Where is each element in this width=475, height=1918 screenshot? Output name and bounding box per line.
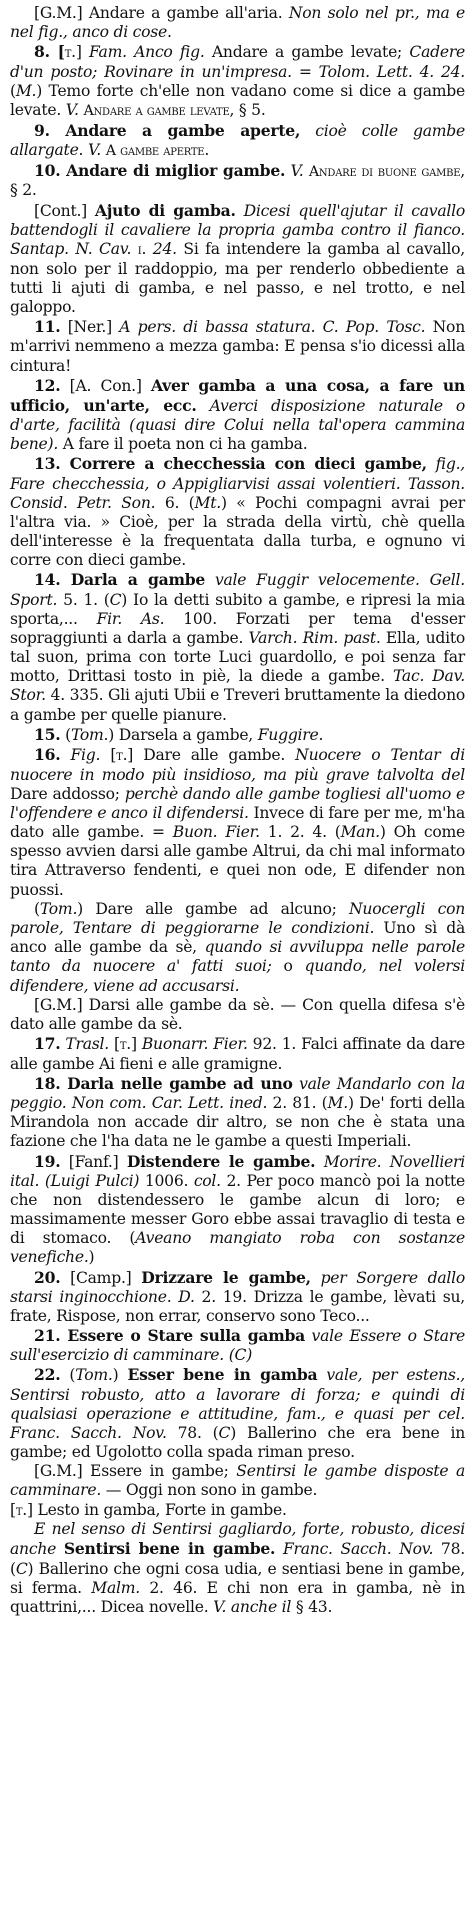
text-run: 2. 46. E chi non era in gamba, nè in quattrini,... Dicea novelle. <box>10 1578 465 1616</box>
text-run: vale Essere o Stare sull'esercizio di camminare. (C) <box>10 1327 465 1365</box>
text-run: ) <box>88 1248 95 1267</box>
text-run: Ella, udito tal suon, prima con torte Luci guardollo, e poi senza far motto, Drittasi tosto in piè, la diede a gambe. <box>10 628 465 686</box>
text-run <box>311 1269 321 1287</box>
text-run: ) Io la detti subito a gambe, e ripresi la mia sporta,... <box>10 590 466 628</box>
text-run: Fuggire. <box>257 725 324 744</box>
text-run: 14. Darla a gambe <box>34 570 206 590</box>
entry-paragraph <box>10 725 465 745</box>
text-run: 17. <box>34 1034 61 1054</box>
text-run: 12. <box>34 375 61 395</box>
text-run: Dare addosso; <box>10 784 125 803</box>
text-run: 4. 335. Gli ajuti Ubii e Treveri bruttamente la diedono a gambe per quelle pianure. <box>10 686 465 724</box>
text-run <box>60 746 70 764</box>
text-run: A fare il poeta non ci ha gamba. <box>58 435 308 454</box>
text-run: [Camp.] <box>60 1268 142 1287</box>
entry-paragraph <box>10 1326 465 1365</box>
text-run: cioè colle gambe allargate. <box>10 122 465 160</box>
text-run: Tac. Dav. Stor. <box>10 667 465 705</box>
entry-paragraph <box>10 317 465 376</box>
text-run: i <box>137 242 142 258</box>
entry-paragraph <box>10 376 465 455</box>
text-run: 19. <box>34 1151 61 1171</box>
text-run: 21. Essere o Stare sulla gamba <box>34 1326 305 1346</box>
text-run: Non solo nel pr., ma e nel fig., anco di cose. <box>10 4 465 42</box>
text-run: Tolom. Lett. 4. 24. <box>318 63 466 81</box>
text-run: Invece di fare per me, m'ha dato alle gambe. = <box>10 803 465 842</box>
text-run: Drizzare le gambe, <box>141 1267 311 1287</box>
entry-paragraph <box>10 996 465 1034</box>
text-run: quando si avviluppa nelle parole tanto da nuocere a' fatti suoi; <box>10 938 465 976</box>
text-run <box>236 202 244 220</box>
text-run: 15. <box>34 724 61 744</box>
entry-paragraph <box>10 1501 465 1521</box>
text-run: [G.M.] Darsi alle gambe da sè. — Con quella difesa s'è dato alle gambe da sè. <box>10 995 465 1033</box>
text-run: Franc. Sacch. Nov. <box>282 1540 434 1559</box>
text-run: 2. Per poco mancò poi la notte che non distendessero le gambe alcun di loro; e massimamente messer Goro ebbe assai travaglio di testa e di stomaco. ( <box>10 1171 465 1248</box>
text-run: .] Dare alle gambe. <box>122 745 296 764</box>
text-run: t <box>64 45 72 62</box>
text-run: Buonarr. Fier. <box>141 1035 248 1054</box>
text-run: Malm. <box>91 1578 140 1597</box>
text-run: Man. <box>340 823 380 842</box>
text-run: Sentirsi bene in gambe. <box>63 1539 276 1559</box>
text-run: ( <box>10 82 16 101</box>
text-run: .] Lesto in gamba, Forte in gambe. <box>22 1500 287 1519</box>
text-run: .] <box>126 1035 142 1054</box>
text-run <box>197 397 210 415</box>
text-run: V. <box>87 141 101 160</box>
text-run: Aver gamba a una cosa, a fare un ufficio, un'arte, ecc. <box>10 375 465 415</box>
text-run: ) Dare alle gambe ad alcuno; <box>77 899 350 918</box>
text-run: Sentirsi le gambe disposte a camminare. <box>10 1462 465 1500</box>
entry-paragraph <box>10 1034 465 1074</box>
text-run: 2. 19. Drizza le gambe, lèvati su, frate, Rispose, non errar, conservo sono Teco... <box>10 1287 466 1325</box>
text-run: M. <box>327 1094 348 1113</box>
text-run: 22. <box>34 1365 61 1385</box>
text-run: 92. 1. Falci affinate da dare alle gambe Ai fieni e alle gramigne. <box>10 1035 466 1073</box>
text-run: [Fanf.] <box>60 1152 127 1171</box>
text-run: ( <box>60 725 71 744</box>
text-run: Averci disposizione naturale o d'arte, facilità (quasi dire Colui nella tal'opera cammina bene). <box>10 396 465 454</box>
text-run: Nuocere o Tentar di nuocere in modo più insidioso, ma più grave talvolta del <box>10 745 465 784</box>
text-run: [Cont.] <box>34 201 95 220</box>
entry-paragraph <box>10 570 465 724</box>
text-run: M. <box>15 82 37 101</box>
text-run: V. <box>290 161 304 180</box>
text-run: ) De' forti della Mirandola non accade dir altro, se non che è stata una fazione che l'ha data ne le gambe a questi Imperiali. <box>10 1094 465 1151</box>
text-run: 8. [ <box>34 42 65 62</box>
text-run: [G.M.] Andare a gambe all'aria. <box>34 4 289 22</box>
text-run: ) Temo forte ch'elle non vadano come si dice a gambe levate. <box>10 82 465 120</box>
text-run: § 43. <box>291 1597 333 1616</box>
text-run: 13. Correre a checchessia con dieci gambe, <box>34 454 427 474</box>
text-run <box>131 240 138 258</box>
text-run: 18. Darla nelle gambe ad uno <box>34 1073 293 1093</box>
text-run: = <box>291 63 319 81</box>
text-run: A gambe aperte <box>105 143 205 160</box>
text-run: C <box>109 590 122 609</box>
text-run: 11. <box>34 317 61 337</box>
text-run: , § 2. <box>10 161 466 200</box>
text-run: t <box>116 747 123 764</box>
text-run: Fig. <box>70 745 101 764</box>
entry-paragraph <box>10 454 465 570</box>
text-run: V. <box>65 101 79 120</box>
text-run: ) <box>112 1366 128 1385</box>
text-run: ) Ballerino che ogni cosa udia, e sentiasi bene in gambe, si ferma. <box>10 1559 465 1597</box>
text-run: Andare di buone gambe <box>308 163 461 180</box>
text-run <box>427 455 436 473</box>
text-run: Trasl. <box>65 1035 109 1054</box>
text-run: V. anche il <box>213 1597 292 1616</box>
text-run: 78. ( <box>10 1540 465 1578</box>
text-run: ) Ballerino che era bene in gambe; ed Ugolotto colla spada riman preso. <box>10 1423 465 1462</box>
text-run: Non m'arrivi nemmeno a mezza gamba: E pensa s'io dicessi alla cintura! <box>10 318 465 375</box>
text-run: 78. ( <box>166 1423 219 1442</box>
text-run: ( <box>60 1366 76 1385</box>
entry-paragraph <box>10 1365 465 1462</box>
text-run: Varch. Rim. past. <box>248 628 381 647</box>
entry-paragraph <box>10 1462 465 1500</box>
text-run: [ <box>10 1500 16 1519</box>
text-run: 2. 81. ( <box>267 1094 328 1113</box>
text-run: Uno sì dà anco alle gambe da sè, <box>10 918 465 957</box>
entry-paragraph <box>10 1152 465 1268</box>
text-run <box>315 1153 323 1171</box>
text-run: Andare a gambe levate <box>83 103 230 120</box>
text-run: 100. Forzati per tema d'esser sopraggiunti a darla a gambe. <box>10 609 465 647</box>
text-run: t <box>119 1037 127 1054</box>
text-run: Dicesi quell'ajutar il cavallo battendogli il cavaliere la propria gamba contro il fianco. Santap. N. Cav. <box>10 201 465 258</box>
text-run: ) Oh come spesso avvien darsi alle gambe Altrui, da chi mal informato tira Attraverso fendenti, e quei non ode, E difender non puossi. <box>10 823 466 899</box>
text-run: col. <box>193 1171 221 1190</box>
text-run: C <box>15 1559 28 1578</box>
text-run: vale Mandarlo con la peggio. Non com. Car. Lett. ined. <box>10 1074 465 1113</box>
text-run: fig., Fare checchessia, o Appigliarvisi assai volentieri. Tasson. Consid. Petr. Son. <box>10 455 465 512</box>
text-run: vale Fuggir velocemente. Gell. Sport. <box>10 571 465 609</box>
text-run: ) « Pochi compagni avrai per l'altra via. » Cioè, per la strada della virtù, chè quella dell'interesse è la frequentata dalla turba, e ognuno vi corre con dieci gambe. <box>10 493 465 570</box>
text-run: Morire. Novellieri ital. (Luigi Pulci) <box>10 1152 465 1190</box>
text-run: 1. 2. 4. ( <box>259 823 341 842</box>
entry-paragraph <box>10 900 465 996</box>
text-run: 9. Andare a gambe aperte, <box>34 121 301 140</box>
text-run: — Oggi non sono in gambe. <box>101 1481 318 1500</box>
text-run: Si fa intendere la gamba al cavallo, non solo per il raddoppio, ma per renderlo obbediente a tutti li ajuti di gamba, e nel passo, e nel trotto, e nel galoppo. <box>10 240 465 316</box>
text-run: [A. Con.] <box>60 376 151 395</box>
text-run: .] <box>71 43 90 62</box>
text-run: Esser bene in gamba <box>127 1365 318 1385</box>
text-run: Cadere d'un posto; Rovinare in un'impresa. <box>10 43 466 81</box>
entry-paragraph <box>10 42 465 121</box>
text-run: C <box>218 1423 231 1442</box>
entry-paragraph <box>10 201 465 318</box>
text-run: Fam. Anco fig. <box>89 43 205 62</box>
text-run <box>56 1540 64 1558</box>
text-run: ) Darsela a gambe, <box>108 725 258 744</box>
text-run: . <box>204 141 210 160</box>
text-run: [G.M.] Essere in gambe; <box>34 1462 237 1481</box>
text-run: Ajuto di gamba. <box>94 200 236 220</box>
text-run: ( <box>34 899 40 918</box>
text-run: Tom. <box>75 1366 113 1385</box>
text-run: perchè dando alle gambe togliesi all'uomo e l'offendere e anco il difendersi. <box>10 784 465 822</box>
text-run: 1006. <box>139 1171 194 1190</box>
text-run: . <box>141 240 153 258</box>
text-run: o <box>271 957 305 976</box>
text-run: E nel senso di Sentirsi gagliardo, forte, robusto, dicesi anche <box>10 1520 465 1559</box>
entry-paragraph <box>10 1520 465 1617</box>
text-run <box>205 571 215 589</box>
text-run: Tom. <box>70 725 109 744</box>
text-run: 24. <box>152 240 177 258</box>
entry-paragraph <box>10 121 465 161</box>
text-run: A pers. di bassa statura. C. Pop. Tosc. <box>119 318 426 337</box>
text-run: Andare a gambe levate; <box>204 43 410 62</box>
text-run: Mt. <box>194 493 221 512</box>
text-run: 5. 1. ( <box>57 590 110 609</box>
text-run: [ <box>109 1035 120 1054</box>
entry-paragraph <box>10 1074 465 1152</box>
entry-paragraph <box>10 745 465 900</box>
text-run: Distendere le gambe. <box>126 1151 316 1171</box>
text-run: t <box>15 1502 23 1519</box>
text-run <box>300 122 315 140</box>
text-run: Fir. As. <box>96 609 165 628</box>
text-run: Aveano mangiato roba con sostanze venefiche. <box>10 1229 466 1267</box>
text-run: Tom. <box>39 899 78 918</box>
text-run: per Sorgere dallo starsi inginocchione. D. <box>10 1268 466 1306</box>
text-run: 20. <box>34 1267 61 1287</box>
text-run: quando, nel volersi difendere, viene ad accusarsi. <box>10 957 465 995</box>
entry-paragraph <box>10 4 465 42</box>
text-run: 16. <box>34 744 61 764</box>
text-run <box>275 1540 283 1558</box>
text-run: 10. Andare di miglior gambe. <box>34 160 286 180</box>
text-run: 6. ( <box>155 493 195 512</box>
entry-paragraph <box>10 161 465 201</box>
text-run <box>317 1366 326 1384</box>
text-run: vale, per estens., Sentirsi robusto, atto a lavorare di forza; e quindi di qualsiasi operazione e attitudine, fam., e quasi per cel. Franc. Sacch. Nov. <box>10 1366 466 1442</box>
entry-paragraph <box>10 1268 465 1327</box>
text-run: [ <box>100 745 117 764</box>
text-run: , § 5. <box>229 101 266 120</box>
text-run: Nuocergli con parole, Tentare di peggiorarne le condizioni. <box>10 899 465 937</box>
text-run: Buon. Fier. <box>172 823 260 842</box>
text-run: [Ner.] <box>60 318 120 337</box>
